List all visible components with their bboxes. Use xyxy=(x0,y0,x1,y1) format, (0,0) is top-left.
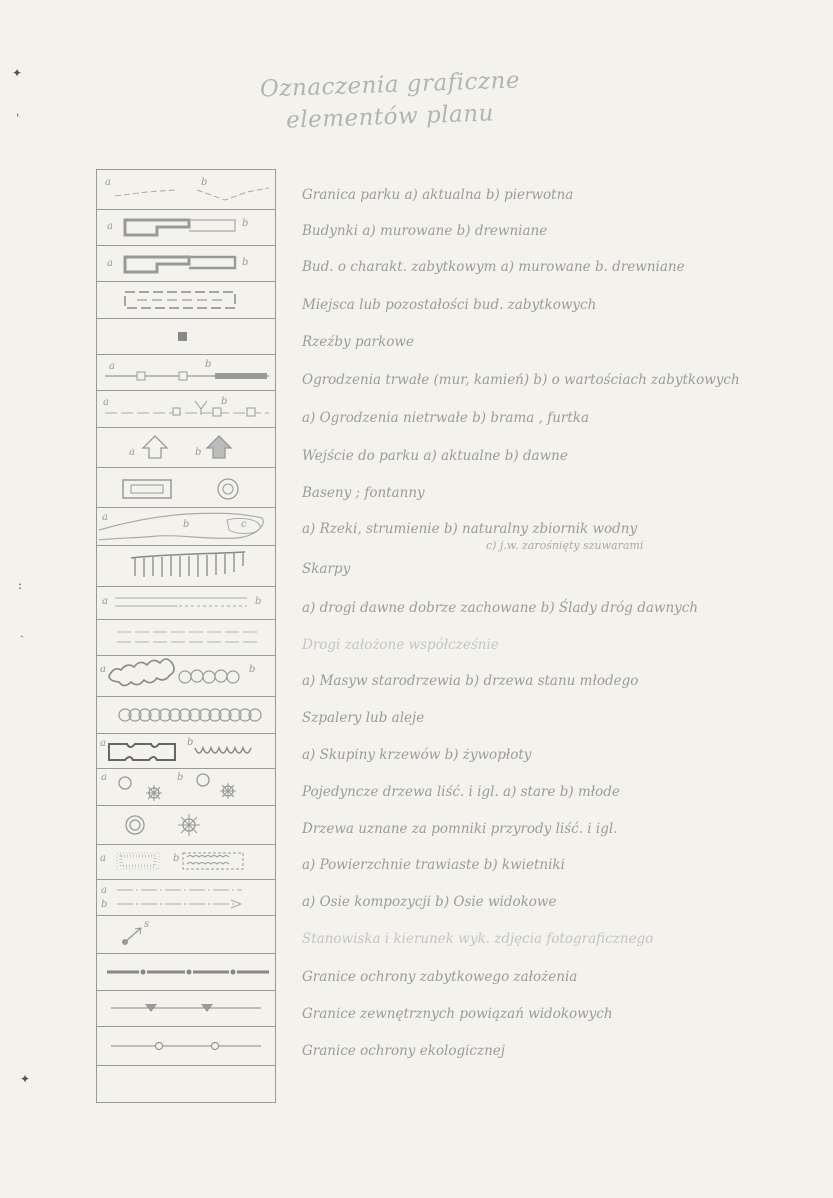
symbol-single-trees xyxy=(97,769,274,805)
svg-text:b: b xyxy=(242,257,249,268)
legend-text-park-boundary: Granica parku a) aktualna b) pierwotna xyxy=(302,187,574,203)
svg-text:b: b xyxy=(242,218,249,229)
symbol-lawns-flowerbeds xyxy=(97,845,274,879)
svg-text:b: b xyxy=(255,596,262,607)
symbol-park-entrance xyxy=(97,428,274,467)
svg-text:a: a xyxy=(109,361,115,372)
margin-mark: ˈ xyxy=(16,112,20,126)
symbol-axes xyxy=(97,880,274,915)
symbol-permanent-fences xyxy=(97,355,274,390)
svg-text:a: a xyxy=(101,772,107,783)
svg-text:b: b xyxy=(187,737,194,748)
svg-text:a: a xyxy=(102,596,108,607)
legend-text-old-roads: a) drogi dawne dobrze zachowane b) Ślady dróg dawnych xyxy=(302,600,699,616)
svg-text:b: b xyxy=(201,177,208,188)
page-subtitle: elementów planu xyxy=(285,100,495,134)
svg-text:b: b xyxy=(249,664,256,675)
svg-text:s: s xyxy=(144,919,150,930)
margin-mark: : xyxy=(18,578,23,592)
svg-text:b: b xyxy=(177,772,184,783)
svg-text:a: a xyxy=(129,447,135,458)
svg-text:a: a xyxy=(107,258,113,269)
legend-text-photo-station: Stanowiska i kierunek wyk. zdjęcia fotograficznego xyxy=(302,931,654,947)
svg-text:a: a xyxy=(105,177,111,188)
symbol-view-connections-boundary xyxy=(97,991,274,1026)
page-title: Oznaczenia graficzne xyxy=(259,67,521,103)
svg-text:a: a xyxy=(100,738,106,749)
svg-text:b: b xyxy=(101,899,108,910)
svg-text:a: a xyxy=(107,221,113,232)
legend-text-permanent-fences: Ogrodzenia trwałe (mur, kamień) b) o wartościach zabytkowych xyxy=(302,372,740,388)
symbol-pools-fountains xyxy=(97,468,274,507)
symbol-protection-boundary xyxy=(97,954,274,990)
svg-text:a: a xyxy=(100,853,106,864)
symbol-tree-stands xyxy=(97,656,274,696)
legend-text-ecological-boundary: Granice ochrony ekologicznej xyxy=(302,1043,505,1059)
legend-text-escarpments: Skarpy xyxy=(302,561,351,577)
symbol-photo-station xyxy=(97,916,274,953)
legend-text-pools-fountains: Baseny ; fontanny xyxy=(302,485,425,501)
symbol-temporary-fences xyxy=(97,391,274,427)
legend-text-monument-trees: Drzewa uznane za pomniki przyrody liść. i igl. xyxy=(302,821,618,837)
symbol-rows-alleys xyxy=(97,697,274,733)
legend-text-lawns-flowerbeds: a) Powierzchnie trawiaste b) kwietniki xyxy=(302,857,565,873)
margin-mark: ˎ xyxy=(20,624,24,638)
legend-text-view-connections-boundary: Granice zewnętrznych powiązań widokowych xyxy=(302,1006,613,1022)
symbol-monument-trees xyxy=(97,806,274,844)
legend-text-sculptures: Rzeźby parkowe xyxy=(302,334,414,350)
legend-text-tree-stands: a) Masyw starodrzewia b) drzewa stanu młodego xyxy=(302,673,639,689)
legend-text-overgrown-water: c) j.w. zarośnięty szuwarami xyxy=(486,539,644,552)
symbol-park-boundary xyxy=(97,170,274,209)
legend-text-axes: a) Osie kompozycji b) Osie widokowe xyxy=(302,894,557,910)
symbol-ecological-boundary xyxy=(97,1027,274,1065)
svg-text:b: b xyxy=(221,396,228,407)
legend-text-temporary-fences: a) Ogrodzenia nietrwałe b) brama , furtka xyxy=(302,410,590,426)
symbol-historic-remains xyxy=(97,282,274,318)
svg-text:a: a xyxy=(101,885,107,896)
svg-text:c: c xyxy=(241,519,247,530)
symbol-historic-buildings xyxy=(97,246,274,281)
legend-text-rivers: a) Rzeki, strumienie b) naturalny zbiornik wodny xyxy=(302,521,638,537)
legend-text-protection-boundary: Granice ochrony zabytkowego założenia xyxy=(302,969,578,985)
svg-text:b: b xyxy=(173,853,180,864)
symbol-buildings xyxy=(97,210,274,245)
svg-text:b: b xyxy=(183,519,190,530)
margin-mark: ✦ xyxy=(12,66,23,80)
margin-mark: ✦ xyxy=(20,1072,31,1086)
symbol-rivers-water xyxy=(97,508,274,545)
symbol-old-roads xyxy=(97,587,274,619)
svg-text:a: a xyxy=(102,512,108,523)
legend-text-historic-remains: Miejsca lub pozostałości bud. zabytkowych xyxy=(302,297,597,313)
legend-text-modern-roads: Drogi założone współcześnie xyxy=(302,637,499,653)
legend-text-buildings: Budynki a) murowane b) drewniane xyxy=(302,223,548,239)
row-divider xyxy=(96,1065,276,1066)
svg-text:a: a xyxy=(103,397,109,408)
svg-text:b: b xyxy=(195,447,202,458)
svg-text:b: b xyxy=(205,359,212,370)
symbol-shrubs-hedges xyxy=(97,734,274,768)
legend-text-shrubs-hedges: a) Skupiny krzewów b) żywopłoty xyxy=(302,747,532,763)
symbol-escarpments xyxy=(97,546,274,586)
legend-text-single-trees: Pojedyncze drzewa liść. i igl. a) stare b) młode xyxy=(302,784,620,800)
svg-text:a: a xyxy=(100,664,106,675)
symbol-modern-roads xyxy=(97,620,274,655)
legend-text-park-entrance: Wejście do parku a) aktualne b) dawne xyxy=(302,448,568,464)
symbol-sculptures xyxy=(97,319,274,354)
legend-text-rows-alleys: Szpalery lub aleje xyxy=(302,710,425,726)
legend-text-historic-buildings: Bud. o charakt. zabytkowym a) murowane b. drewniane xyxy=(302,259,685,275)
